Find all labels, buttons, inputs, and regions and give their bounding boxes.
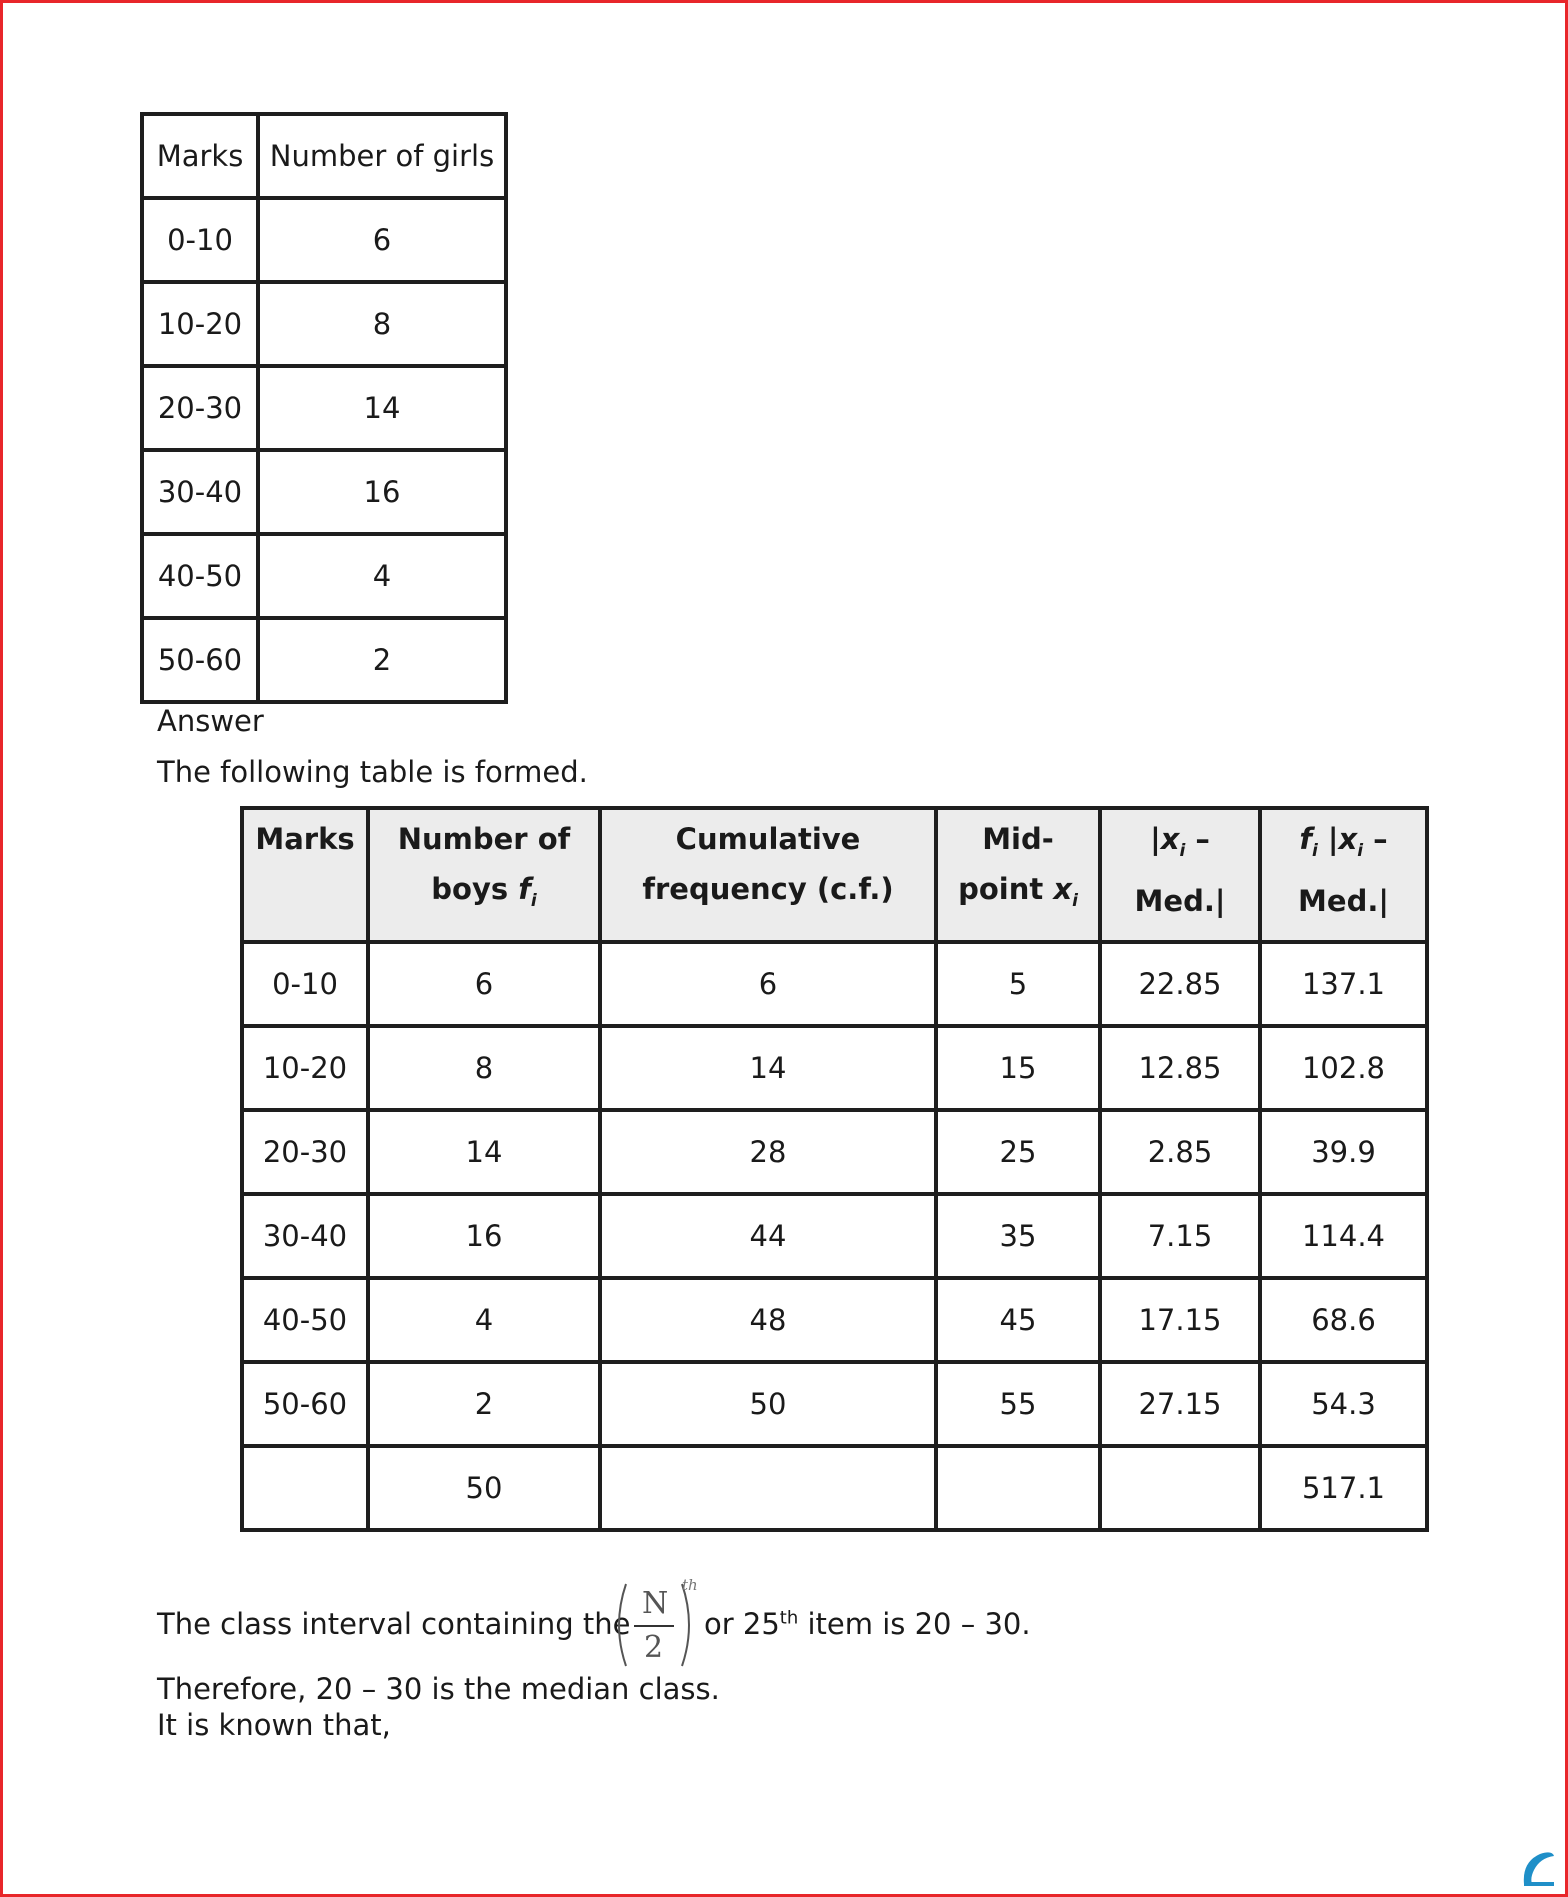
cell: 10-20 bbox=[142, 282, 258, 366]
cell: 50 bbox=[600, 1362, 936, 1446]
header-line: Med.| bbox=[1298, 883, 1389, 918]
median-sentence-end bbox=[704, 1607, 1031, 1641]
cell: 16 bbox=[368, 1194, 600, 1278]
cell: 10-20 bbox=[242, 1026, 368, 1110]
cell: 17.15 bbox=[1100, 1278, 1260, 1362]
ordinal-superscript: th bbox=[779, 1607, 799, 1629]
cell: 68.6 bbox=[1260, 1278, 1427, 1362]
table-row bbox=[142, 534, 506, 618]
cell: 22.85 bbox=[1100, 942, 1260, 1026]
header-line: frequency (c.f.) bbox=[642, 872, 894, 906]
cell: 48 bbox=[600, 1278, 936, 1362]
cell: 0-10 bbox=[142, 198, 258, 282]
table-row bbox=[142, 282, 506, 366]
cell: 2.85 bbox=[1100, 1110, 1260, 1194]
cell: 4 bbox=[368, 1278, 600, 1362]
cell: 39.9 bbox=[1260, 1110, 1427, 1194]
cell: 25 bbox=[936, 1110, 1100, 1194]
header-line: $f_i$ $|x_i$ – bbox=[1299, 822, 1388, 861]
cell: 45 bbox=[936, 1278, 1100, 1362]
table-row bbox=[242, 1362, 1427, 1446]
cell: 6 bbox=[600, 942, 936, 1026]
answer-label: Answer bbox=[157, 704, 264, 738]
header-line: Med.| bbox=[1134, 883, 1226, 918]
cell: 14 bbox=[258, 366, 506, 450]
table-row bbox=[242, 942, 1427, 1026]
cell: 20-30 bbox=[142, 366, 258, 450]
cell bbox=[600, 1446, 936, 1530]
cell: 114.4 bbox=[1260, 1194, 1427, 1278]
cell: 30-40 bbox=[242, 1194, 368, 1278]
girls-marks-table bbox=[140, 112, 508, 704]
table-row bbox=[142, 618, 506, 702]
table-row bbox=[242, 1194, 1427, 1278]
boys-table-body bbox=[242, 942, 1427, 1530]
cell: 35 bbox=[936, 1194, 1100, 1278]
cell: 0-10 bbox=[242, 942, 368, 1026]
cell: 20-30 bbox=[242, 1110, 368, 1194]
header-mid-point bbox=[936, 808, 1100, 942]
cell bbox=[936, 1446, 1100, 1530]
cell: 30-40 bbox=[142, 450, 258, 534]
table-header-row bbox=[242, 808, 1427, 942]
fraction-superscript: th bbox=[682, 1576, 698, 1594]
table-row bbox=[242, 1446, 1427, 1530]
cell: 44 bbox=[600, 1194, 936, 1278]
cell: 12.85 bbox=[1100, 1026, 1260, 1110]
cell: 15 bbox=[936, 1026, 1100, 1110]
header-line: Number of bbox=[397, 822, 571, 856]
cell: 102.8 bbox=[1260, 1026, 1427, 1110]
cell: 6 bbox=[258, 198, 506, 282]
cell: 2 bbox=[258, 618, 506, 702]
cell: 517.1 bbox=[1260, 1446, 1427, 1530]
header-number-of-boys bbox=[368, 808, 600, 942]
cell: 5 bbox=[936, 942, 1100, 1026]
median-class-statement: Therefore, 20 – 30 is the median class. bbox=[157, 1672, 720, 1706]
header-line: point $x_i$ bbox=[958, 872, 1078, 911]
header-line: boys $f_i$ bbox=[431, 872, 537, 911]
cell: 8 bbox=[368, 1026, 600, 1110]
header-line: Marks bbox=[255, 822, 355, 856]
table-row bbox=[242, 1278, 1427, 1362]
table-row bbox=[142, 366, 506, 450]
table-row bbox=[142, 198, 506, 282]
cell: 4 bbox=[258, 534, 506, 618]
header-abs-deviation bbox=[1100, 808, 1260, 942]
fraction-numerator: N bbox=[642, 1586, 669, 1621]
table-row bbox=[142, 450, 506, 534]
header-line: $|x_i$ – bbox=[1150, 822, 1210, 861]
cell: 28 bbox=[600, 1110, 936, 1194]
cell: 54.3 bbox=[1260, 1362, 1427, 1446]
median-sentence-start: The class interval containing the bbox=[157, 1607, 631, 1641]
intro-text: The following table is formed. bbox=[157, 755, 588, 789]
cell: 40-50 bbox=[142, 534, 258, 618]
text-span: item is 20 – 30. bbox=[798, 1607, 1031, 1641]
table-header-row bbox=[142, 114, 506, 198]
fraction-denominator: 2 bbox=[644, 1630, 664, 1665]
table-row bbox=[242, 1026, 1427, 1110]
boys-marks-table bbox=[240, 806, 1429, 1532]
text-span: or 25 bbox=[704, 1607, 780, 1641]
header-marks: Marks bbox=[142, 114, 258, 198]
publisher-logo-icon bbox=[1518, 1848, 1556, 1888]
cell: 55 bbox=[936, 1362, 1100, 1446]
n-over-2-fraction bbox=[614, 1576, 700, 1670]
cell: 50 bbox=[368, 1446, 600, 1530]
cell: 7.15 bbox=[1100, 1194, 1260, 1278]
cell: 16 bbox=[258, 450, 506, 534]
cell: 14 bbox=[368, 1110, 600, 1194]
cell: 6 bbox=[368, 942, 600, 1026]
header-marks bbox=[242, 808, 368, 942]
table-row bbox=[242, 1110, 1427, 1194]
cell: 50-60 bbox=[242, 1362, 368, 1446]
cell bbox=[1100, 1446, 1260, 1530]
cell: 50-60 bbox=[142, 618, 258, 702]
header-cumulative-frequency bbox=[600, 808, 936, 942]
cell: 14 bbox=[600, 1026, 936, 1110]
cell: 27.15 bbox=[1100, 1362, 1260, 1446]
cell: 40-50 bbox=[242, 1278, 368, 1362]
header-line: Mid- bbox=[982, 822, 1054, 856]
header-weighted-deviation bbox=[1260, 808, 1427, 942]
cell: 8 bbox=[258, 282, 506, 366]
cell bbox=[242, 1446, 368, 1530]
known-that-text: It is known that, bbox=[157, 1708, 391, 1742]
header-number-of-girls: Number of girls bbox=[258, 114, 506, 198]
header-line: Cumulative bbox=[675, 822, 861, 856]
cell: 137.1 bbox=[1260, 942, 1427, 1026]
cell: 2 bbox=[368, 1362, 600, 1446]
